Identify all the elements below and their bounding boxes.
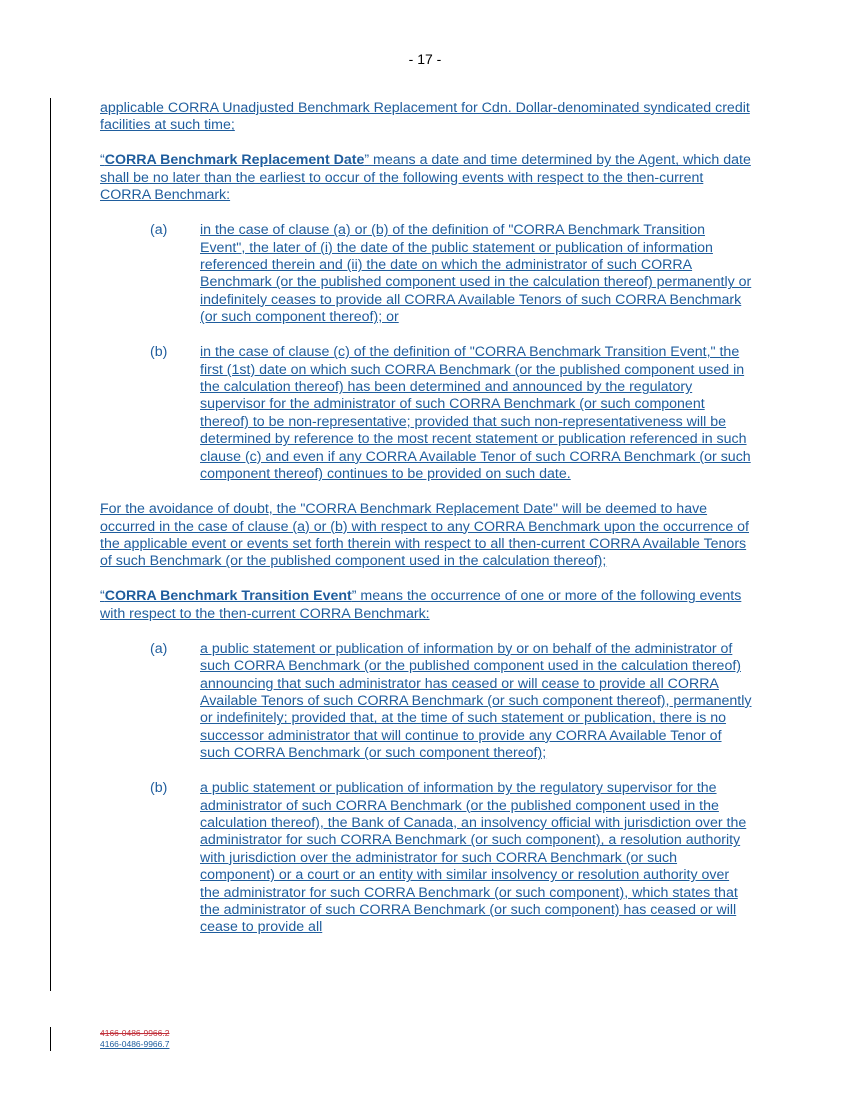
item-label: (a) bbox=[150, 222, 168, 239]
item-text: a public statement or publication of information by or on behalf of the administrator of such CORRA Benchmark (or the published component used in the calculation thereof) announcing that such administrator has ceased or will cease to provide all CORRA Available Tenors of such CORRA Benchmark (or such component thereof), permanently or indefinitely; provided that, at the time of such statement or publication, there is no successor administrator that will continue to provide any CORRA Available Tenor of such CORRA Benchmark (or such component thereof); bbox=[200, 640, 752, 762]
doc-id-inserted: 4166-0486-9966.7 bbox=[100, 1039, 170, 1049]
item-label: (a) bbox=[150, 640, 168, 657]
item-label: (b) bbox=[150, 780, 168, 797]
definition-text: ” means a date and time determined by the Agent, which date shall be no later than the earliest to occur of the following events with respect to the then-current CORRA Benchmark: bbox=[100, 152, 751, 204]
list-item bbox=[100, 222, 752, 326]
doc-id-deleted: 4166-0486-9966.2 bbox=[100, 1028, 170, 1038]
footer-change-bar bbox=[50, 1027, 51, 1051]
change-bar bbox=[50, 98, 51, 991]
document-body bbox=[100, 100, 752, 954]
defined-term: CORRA Benchmark Replacement Date bbox=[104, 152, 365, 169]
intro-paragraph: applicable CORRA Unadjusted Benchmark Replacement for Cdn. Dollar-denominated syndicated credit facilities at such time; bbox=[100, 100, 750, 134]
avoidance-paragraph: For the avoidance of doubt, the "CORRA Benchmark Replacement Date" will be deemed to have occurred in the case of clause (a) or (b) with respect to any CORRA Benchmark upon the occurrence of the applicable event or events set forth therein with respect to all then-current CORRA Available Tenors of such Benchmark (or the published component used in the calculation thereof); bbox=[100, 501, 749, 570]
list-item bbox=[100, 641, 752, 763]
item-text: a public statement or publication of information by the regulatory supervisor for the administrator of such CORRA Benchmark (or the published component used in the calculation thereof), the Bank of Canada, an insolvency official with jurisdiction over the administrator for such CORRA Benchmark (or such component), a resolution authority with jurisdiction over the administrator for such CORRA Benchmark (or such component) or a court or an entity with similar insolvency or resolution authority over the administrator for such CORRA Benchmark (or such component), which states that the administrator of such CORRA Benchmark (or such component) has ceased or will cease to provide all bbox=[200, 780, 747, 936]
open-quote: “ bbox=[100, 588, 105, 605]
definition-corra-benchmark-replacement-date bbox=[100, 152, 752, 204]
footer-document-ids bbox=[100, 1028, 169, 1050]
item-text: in the case of clause (c) of the definition of "CORRA Benchmark Transition Event," the first (1st) date on which such CORRA Benchmark (or the published component used in the calculation thereof) has been determined and announced by the regulatory supervisor for the administrator of such CORRA Benchmark (or such component thereof) to be non-representative; provided that such non-representativeness will be determined by reference to the most recent statement or publication referenced in such clause (c) and even if any CORRA Available Tenor of such CORRA Benchmark (or such component thereof) continues to be provided on such date. bbox=[200, 344, 751, 483]
definition-corra-benchmark-transition-event bbox=[100, 588, 752, 623]
page-number: - 17 - bbox=[408, 51, 442, 67]
list-item bbox=[100, 780, 752, 937]
definition-text: ” means the occurrence of one or more of the following events with respect to the then-current CORRA Benchmark: bbox=[100, 588, 742, 622]
item-label: (b) bbox=[150, 344, 168, 361]
defined-term: CORRA Benchmark Transition Event bbox=[104, 588, 352, 605]
list-item bbox=[100, 344, 752, 483]
open-quote: “ bbox=[100, 152, 105, 169]
item-text: in the case of clause (a) or (b) of the definition of "CORRA Benchmark Transition Event", the later of (i) the date of the public statement or publication of information referenced therein and (ii) the date on which the administrator of such CORRA Benchmark (or the published component used in the calculation thereof) permanently or indefinitely ceases to provide all CORRA Available Tenors of such CORRA Benchmark (or such component thereof); or bbox=[200, 222, 752, 326]
